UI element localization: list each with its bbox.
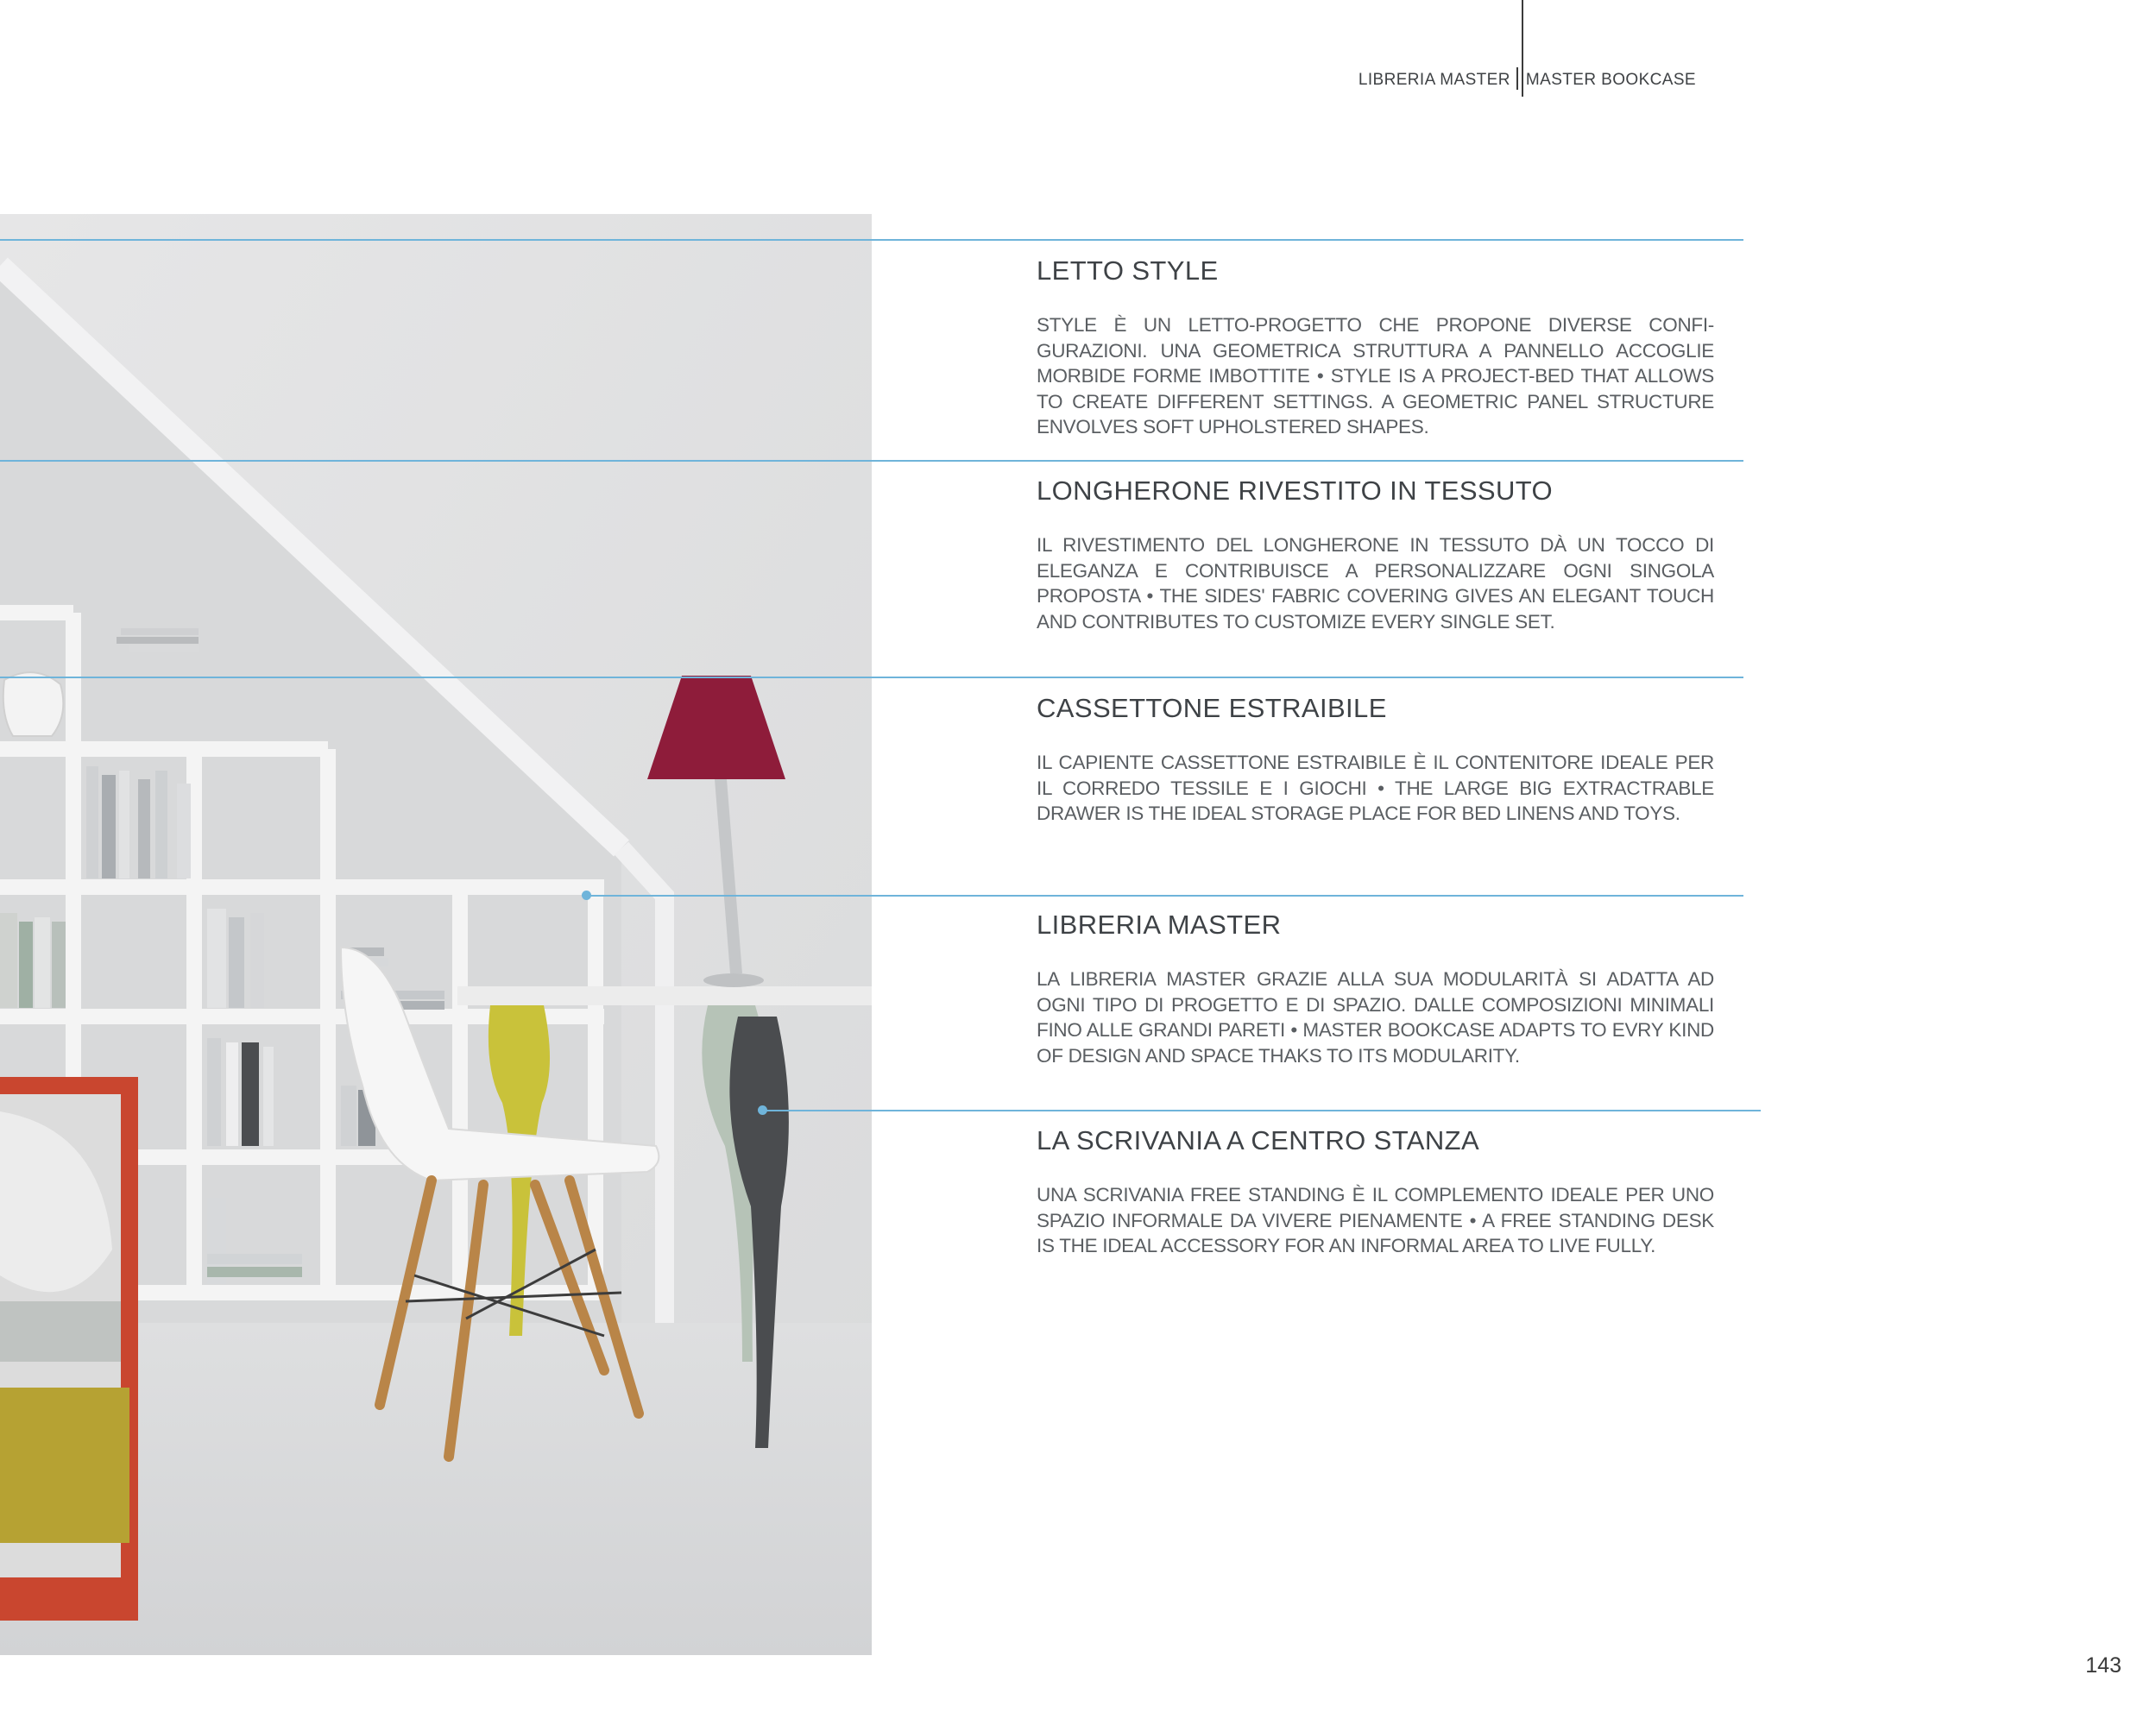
section-libreria-master (1037, 910, 1714, 1068)
section-title: CASSETTONE ESTRAIBILE (1037, 693, 1387, 723)
section-scrivania (1037, 1125, 1714, 1259)
page-number: 143 (2085, 1653, 2121, 1678)
connector-dot-libreria (582, 891, 591, 900)
section-body: LA LIBRERIA MASTER GRAZIE ALLA SUA MODULARITÀ SI ADATTA AD OGNI TIPO DI PROGETTO E DI SPAZIO. DALLE COMPOSIZIONI MINIMALI FINO ALLE GRANDI PARETI • MASTER BOOKCASE ADAPTS TO EVRY KIND OF DESIGN AND SPACE THAKS TO ITS MODULARITY. (1037, 968, 1714, 1067)
header-title-it: LIBRERIA MASTER (1358, 71, 1510, 89)
connector-line-letto-style (0, 239, 1743, 241)
section-body: UNA SCRIVANIA FREE STANDING È IL COMPLEMENTO IDEALE PER UNO SPAZIO INFORMALE DA VIVERE PIENAMENTE • A FREE STANDING DESK IS THE IDEAL ACCESSORY FOR AN INFORMAL AREA TO LIVE FULLY. (1037, 1184, 1714, 1256)
header-separator (1516, 67, 1518, 90)
section-title: LA SCRIVANIA A CENTRO STANZA (1037, 1125, 1480, 1155)
section-letto-style (1037, 255, 1714, 440)
section-body: IL RIVESTIMENTO DEL LONGHERONE IN TESSUTO DÀ UN TOCCO DI ELEGANZA E CONTRIBUISCE A PERSONALIZZARE OGNI SINGOLA PROPOSTA • THE SIDES' FABRIC COVERING GIVES AN ELEGANT TOUCH AND CONTRIBUTES TO CUSTOMIZE EVERY SINGLE SET. (1037, 534, 1714, 633)
section-cassettone (1037, 693, 1714, 827)
connector-line-libreria (587, 895, 1743, 897)
section-body: IL CAPIENTE CASSETTONE ESTRAIBILE È IL CONTENITORE IDEALE PER IL CORREDO TESSILE E I GIOCHI • THE LARGE BIG EXTRACTRABLE DRAWER IS THE IDEAL STORAGE PLACE FOR BED LINENS AND TOYS. (1037, 752, 1714, 824)
connector-line-scrivania (763, 1110, 1761, 1111)
section-title: LONGHERONE RIVESTITO IN TESSUTO (1037, 475, 1554, 506)
running-header (1359, 67, 1696, 90)
connector-line-cassettone (0, 677, 1743, 678)
section-longherone (1037, 475, 1714, 634)
product-photo (0, 214, 872, 1655)
section-title: LETTO STYLE (1037, 255, 1219, 286)
section-title: LIBRERIA MASTER (1037, 910, 1282, 940)
section-body: STYLE È UN LETTO-PROGETTO CHE PROPONE DIVERSE CONFI-GURAZIONI. UNA GEOMETRICA STRUTTURA A PANNELLO ACCOGLIE MORBIDE FORME IMBOTTITE • STYLE IS A PROJECT-BED THAT ALLOWS TO CREATE DIFFERENT SETTINGS. A GEOMETRIC PANEL STRUCTURE ENVOLVES SOFT UPHOLSTERED SHAPES. (1037, 314, 1714, 438)
connector-dot-scrivania (758, 1105, 767, 1115)
header-title-en: MASTER BOOKCASE (1525, 71, 1696, 89)
connector-line-longherone (0, 460, 1743, 462)
